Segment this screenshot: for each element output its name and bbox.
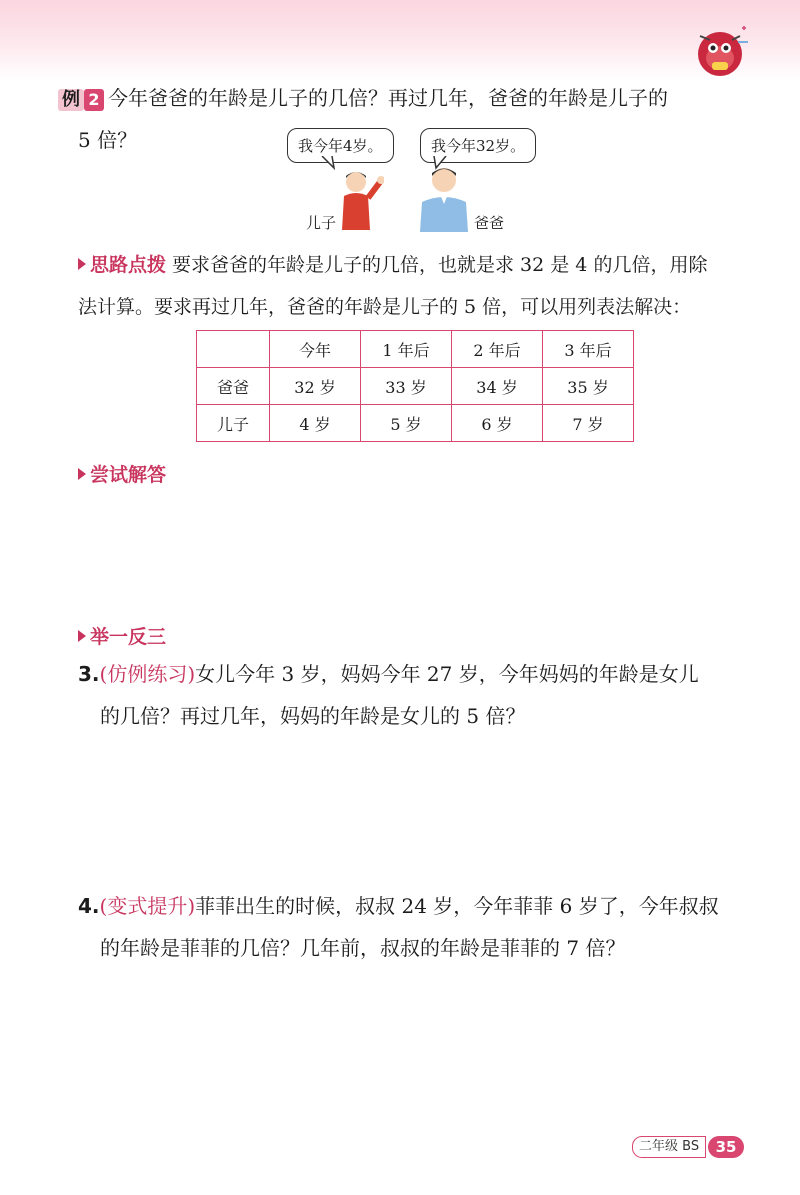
hint-line-1: 要求爸爸的年龄是儿子的几倍，也就是求 32 是 4 的几倍，用除 bbox=[172, 254, 708, 276]
practice-heading bbox=[78, 622, 166, 649]
question-3-text-1: 女儿今年 3 岁，妈妈今年 27 岁，今年妈妈的年龄是女儿 bbox=[195, 662, 699, 686]
bubble-dad: 我今年32岁。 bbox=[420, 128, 536, 163]
practice-heading-text: 举一反三 bbox=[90, 626, 167, 648]
header-band bbox=[0, 0, 800, 80]
table-cell: 34 岁 bbox=[452, 368, 543, 405]
table-cell: 33 岁 bbox=[361, 368, 452, 405]
table-row bbox=[197, 405, 634, 442]
hint-line-2: 法计算。要求再过几年，爸爸的年龄是儿子的 5 倍，可以用列表法解决： bbox=[78, 296, 692, 318]
table-cell: 35 岁 bbox=[543, 368, 634, 405]
hint-triangle-icon bbox=[78, 258, 86, 270]
table-cell: 3 年后 bbox=[543, 331, 634, 368]
question-3-line-1 bbox=[78, 664, 699, 684]
age-table bbox=[196, 330, 634, 442]
example-line-2: 5 倍？ bbox=[78, 128, 138, 152]
hint-heading-text: 思路点拨 bbox=[90, 254, 167, 276]
page-number: 35 bbox=[708, 1136, 744, 1158]
footer-grade: 二年级 BS bbox=[632, 1136, 706, 1158]
table-cell: 2 年后 bbox=[452, 331, 543, 368]
dad-illustration bbox=[418, 164, 470, 232]
hint-heading bbox=[78, 250, 707, 277]
question-3-line-2: 的几倍？再过几年，妈妈的年龄是女儿的 5 倍？ bbox=[100, 704, 526, 728]
table-cell bbox=[197, 331, 270, 368]
table-cell: 今年 bbox=[270, 331, 361, 368]
try-heading bbox=[78, 460, 166, 487]
table-cell: 32 岁 bbox=[270, 368, 361, 405]
table-cell: 儿子 bbox=[197, 405, 270, 442]
question-4-line-2: 的年龄是菲菲的几倍？几年前，叔叔的年龄是菲菲的 7 倍？ bbox=[100, 936, 626, 960]
question-4-line-1 bbox=[78, 896, 719, 916]
table-cell: 5 岁 bbox=[361, 405, 452, 442]
try-heading-text: 尝试解答 bbox=[90, 464, 167, 486]
question-4-text-1: 菲菲出生的时候，叔叔 24 岁，今年菲菲 6 岁了，今年叔叔 bbox=[195, 894, 719, 918]
question-4-tag: (变式提升) bbox=[99, 894, 196, 918]
table-row bbox=[197, 368, 634, 405]
table-header-row bbox=[197, 331, 634, 368]
son-label: 儿子 bbox=[306, 214, 337, 232]
example-number: 2 bbox=[84, 89, 104, 111]
bubble-son: 我今年4岁。 bbox=[287, 128, 394, 163]
mascot-icon bbox=[692, 22, 752, 78]
table-cell: 7 岁 bbox=[543, 405, 634, 442]
example-text-1: 今年爸爸的年龄是儿子的几倍？再过几年，爸爸的年龄是儿子的 bbox=[108, 86, 668, 110]
question-3-number: 3. bbox=[78, 662, 100, 686]
table-cell: 4 岁 bbox=[270, 405, 361, 442]
question-4-number: 4. bbox=[78, 894, 100, 918]
example-tag: 例 bbox=[58, 89, 84, 111]
table-cell: 爸爸 bbox=[197, 368, 270, 405]
question-3-tag: (仿例练习) bbox=[99, 662, 196, 686]
dad-label: 爸爸 bbox=[474, 214, 505, 232]
table-cell: 6 岁 bbox=[452, 405, 543, 442]
example-line-1 bbox=[58, 88, 668, 111]
table-cell: 1 年后 bbox=[361, 331, 452, 368]
try-triangle-icon bbox=[78, 468, 86, 480]
son-illustration bbox=[336, 168, 384, 232]
practice-triangle-icon bbox=[78, 630, 86, 642]
